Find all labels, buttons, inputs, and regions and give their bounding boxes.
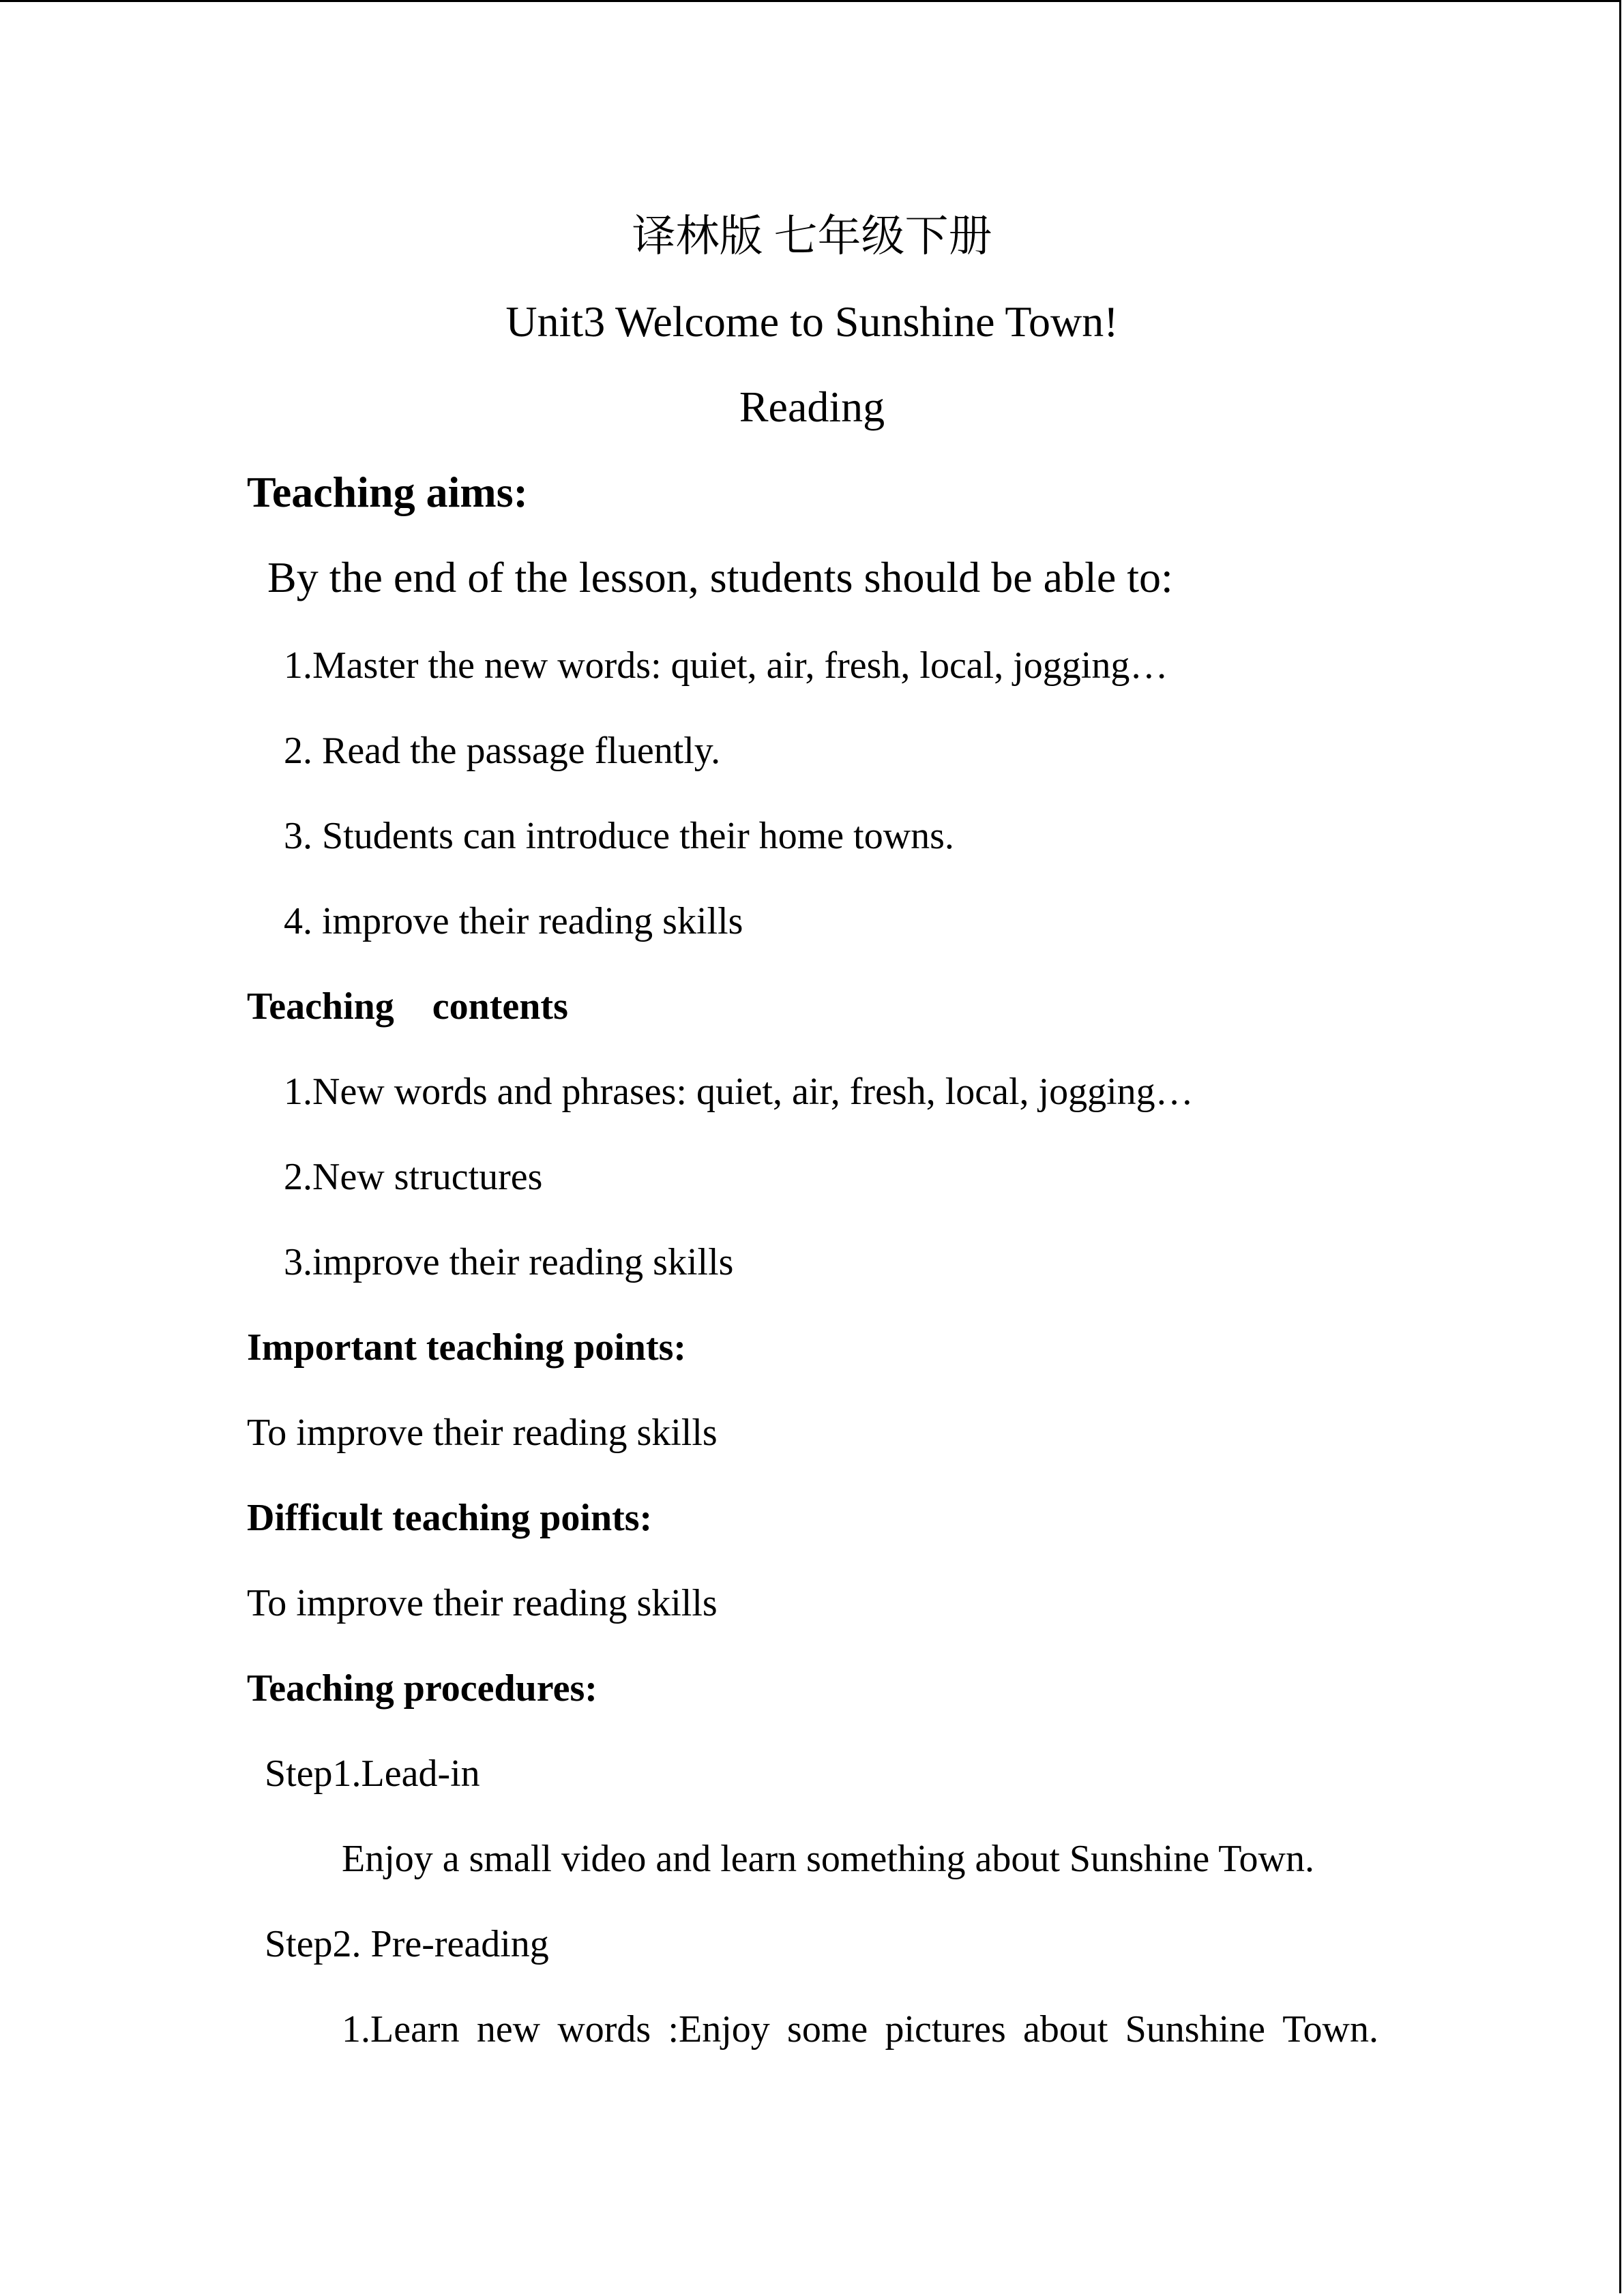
teaching-aims-heading: Teaching aims: xyxy=(247,468,528,516)
step2-word: Town. xyxy=(1282,2008,1378,2051)
step1-text: Enjoy a small video and learn something about Sunshine Town. xyxy=(342,1838,1314,1880)
step2-word: about xyxy=(1023,2008,1108,2051)
aims-item: 1.Master the new words: quiet, air, fresh, local, jogging… xyxy=(284,644,1168,687)
step2-word: words xyxy=(557,2008,651,2051)
difficult-points-text: To improve their reading skills xyxy=(247,1582,718,1624)
aims-item: 3. Students can introduce their home towns. xyxy=(284,815,954,857)
lesson-title: Reading xyxy=(739,383,885,431)
step2-title: Step2. Pre-reading xyxy=(265,1923,549,1965)
difficult-points-heading: Difficult teaching points: xyxy=(247,1497,653,1539)
contents-item: 3.improve their reading skills xyxy=(284,1241,734,1283)
unit-title: Unit3 Welcome to Sunshine Town! xyxy=(505,297,1119,346)
contents-item: 1.New words and phrases: quiet, air, fresh, local, jogging… xyxy=(284,1071,1194,1113)
step1-title: Step1.Lead-in xyxy=(265,1753,480,1795)
publisher-line: 译林版 七年级下册 xyxy=(632,212,992,260)
teaching-procedures-heading: Teaching procedures: xyxy=(247,1667,597,1710)
step2-word: new xyxy=(476,2008,541,2051)
important-points-heading: Important teaching points: xyxy=(247,1326,687,1369)
important-points-text: To improve their reading skills xyxy=(247,1412,718,1454)
step2-word: 1.Learn xyxy=(342,2008,460,2051)
step2-word: :Enjoy xyxy=(668,2008,770,2051)
teaching-contents-heading: Teaching contents xyxy=(247,985,568,1028)
step2-word: Sunshine xyxy=(1125,2008,1266,2051)
step2-word: some xyxy=(787,2008,868,2051)
aims-intro: By the end of the lesson, students should be able to: xyxy=(267,553,1173,601)
aims-item: 2. Read the passage fluently. xyxy=(284,730,721,772)
step2-item-justified xyxy=(342,2008,1378,2051)
contents-item: 2.New structures xyxy=(284,1156,543,1198)
aims-item: 4. improve their reading skills xyxy=(284,900,743,942)
step2-word: pictures xyxy=(885,2008,1006,2051)
